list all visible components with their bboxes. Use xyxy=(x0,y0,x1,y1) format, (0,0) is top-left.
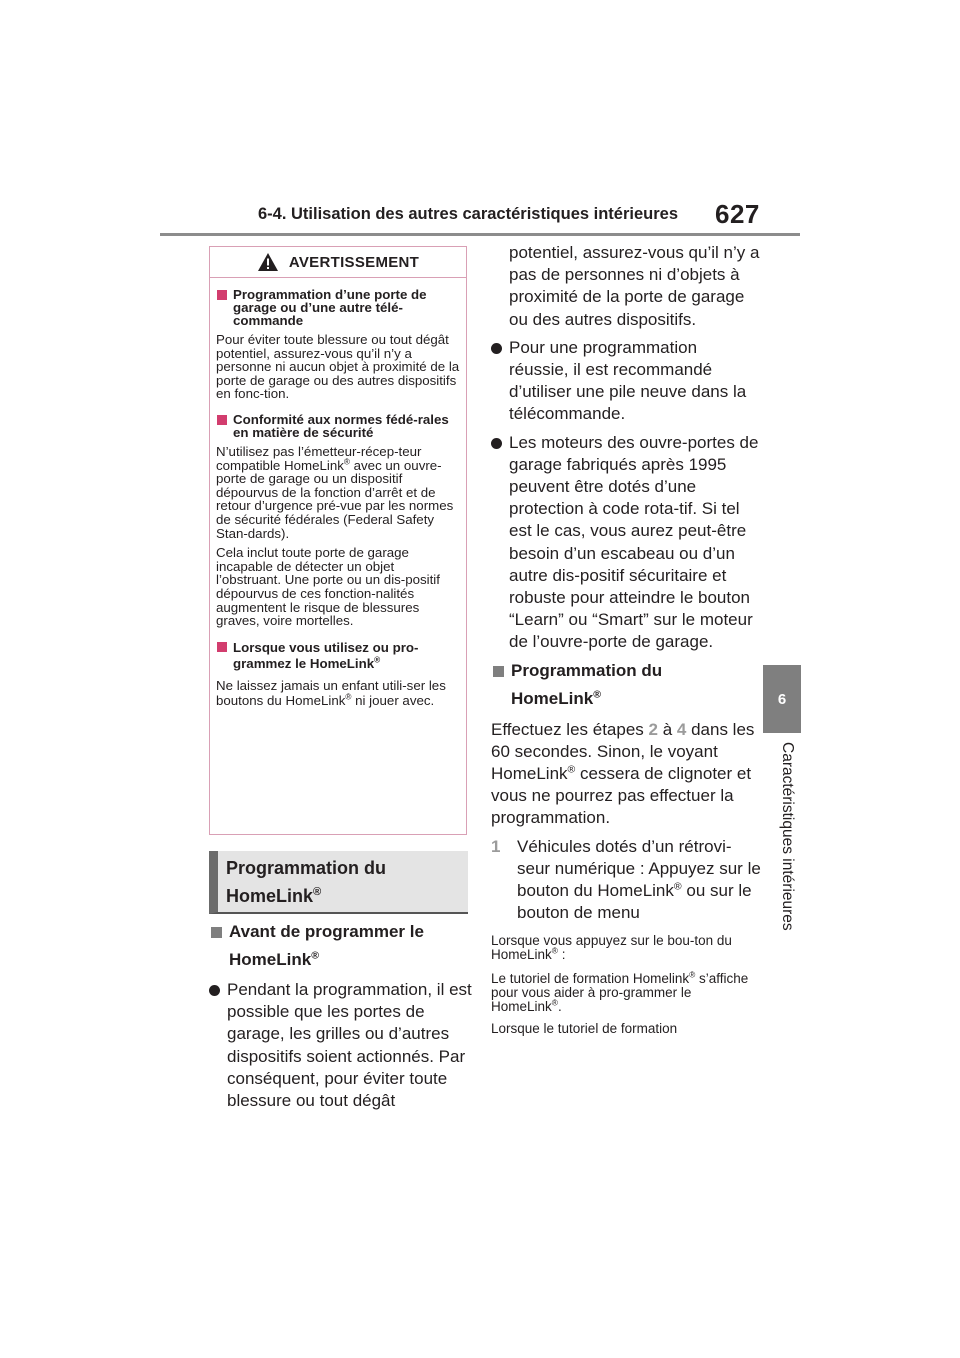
note-paragraph: Le tutoriel de formation Homelink® s’affiche pour vous aider à pro-grammer le HomeLink®. xyxy=(491,969,749,1015)
list-item: Les moteurs des ouvre-portes de garage fabriqués après 1995 peuvent être dotés d’une protection à code rota-tif. Si tel est le cas, vous aurez peut-être besoin d’un escabeau ou d’un autre dis-positif sécuritaire et robuste pour atteindre le bouton “Learn” ou “Smart” sur le moteur de l’ouvre-porte de garage. xyxy=(491,432,761,654)
subheading-before-programming: Avant de programmer le HomeLink® xyxy=(209,918,474,974)
warning-title: AVERTISSEMENT xyxy=(288,253,420,271)
warning-subheading: Lorsque vous utilisez ou pro-grammez le HomeLink® xyxy=(216,640,460,672)
warning-subheading: Programmation d’une porte de garage ou d’une autre télé-commande xyxy=(216,288,460,327)
bullet-icon xyxy=(491,343,502,354)
warning-box xyxy=(209,246,467,835)
right-column xyxy=(491,242,761,1036)
instruction-paragraph: Effectuez les étapes 2 à 4 dans les 60 secondes. Sinon, le voyant HomeLink® cessera de clignoter et vous ne pourrez pas effectuer la programmation. xyxy=(491,719,755,828)
chapter-tab: 6 xyxy=(763,665,801,733)
square-bullet-icon xyxy=(217,642,227,652)
square-bullet-icon xyxy=(493,666,504,677)
warning-triangle-icon xyxy=(257,252,279,272)
chapter-label: Caractéristiques intérieures xyxy=(779,742,796,931)
list-item: Pour une programmation réussie, il est recommandé d’utiliser une pile neuve dans la télécommande. xyxy=(491,337,761,426)
warning-header xyxy=(210,247,466,278)
note-paragraph: Lorsque le tutoriel de formation xyxy=(491,1021,678,1037)
warning-paragraph: Ne laissez jamais un enfant utili-ser les boutons du HomeLink® ni jouer avec. xyxy=(216,677,446,708)
section-title: 6-4. Utilisation des autres caractéristiques intérieures xyxy=(258,205,679,223)
subheading-programming: Programmation du HomeLink® xyxy=(491,657,761,713)
list-item: Pendant la programmation, il est possible que les portes de garage, les grilles ou d’autres dispositifs soient actionnés. Par conséquent, pour éviter toute blessure ou tout dégât xyxy=(209,979,474,1112)
warning-paragraph: N’utilisez pas l’émetteur-récep-teur compatible HomeLink® avec un ouvre-porte de garage ou un dispositif dépourvus de la fonction d’arrêt et de retour d’urgence pré-vue par les normes de sécurité fédérales (Federal Safety Stan-dards). xyxy=(216,443,454,541)
step-item: 1 Véhicules dotés d’un rétrovi-seur numérique : Appuyez sur le bouton du HomeLink® ou sur le bouton de menu xyxy=(491,836,761,923)
square-bullet-icon xyxy=(217,290,227,300)
list-item-continued: potentiel, assurez-vous qu’il n’y a pas de personnes ni d’objets à proximité de la porte de garage ou des autres dispositifs. xyxy=(509,243,760,329)
note-paragraph: Lorsque vous appuyez sur le bou-ton du HomeLink® : xyxy=(491,933,732,963)
warning-paragraph: Pour éviter toute blessure ou tout dégât potentiel, assurez-vous qu’il n’y a personne ni aucun objet à proximité de la porte de garage ou des autres dispositifs en fonc-tion. xyxy=(216,332,460,402)
warning-paragraph: Cela inclut toute porte de garage incapable de détecter un objet l’obstruant. Une porte ou un dis-positif dépourvus de ces fonction-nalités augmentent le risque de blessures graves, voire mortelles. xyxy=(216,545,440,629)
section-heading: Programmation du HomeLink® xyxy=(209,851,468,914)
square-bullet-icon xyxy=(211,927,222,938)
page-number: 627 xyxy=(715,199,760,229)
step-number: 1 xyxy=(491,836,501,856)
bullet-icon xyxy=(491,438,502,449)
warning-subheading: Conformité aux normes fédé-rales en matière de sécurité xyxy=(216,413,460,439)
header-divider xyxy=(160,233,800,236)
left-column xyxy=(209,918,474,1112)
bullet-icon xyxy=(209,985,220,996)
square-bullet-icon xyxy=(217,415,227,425)
